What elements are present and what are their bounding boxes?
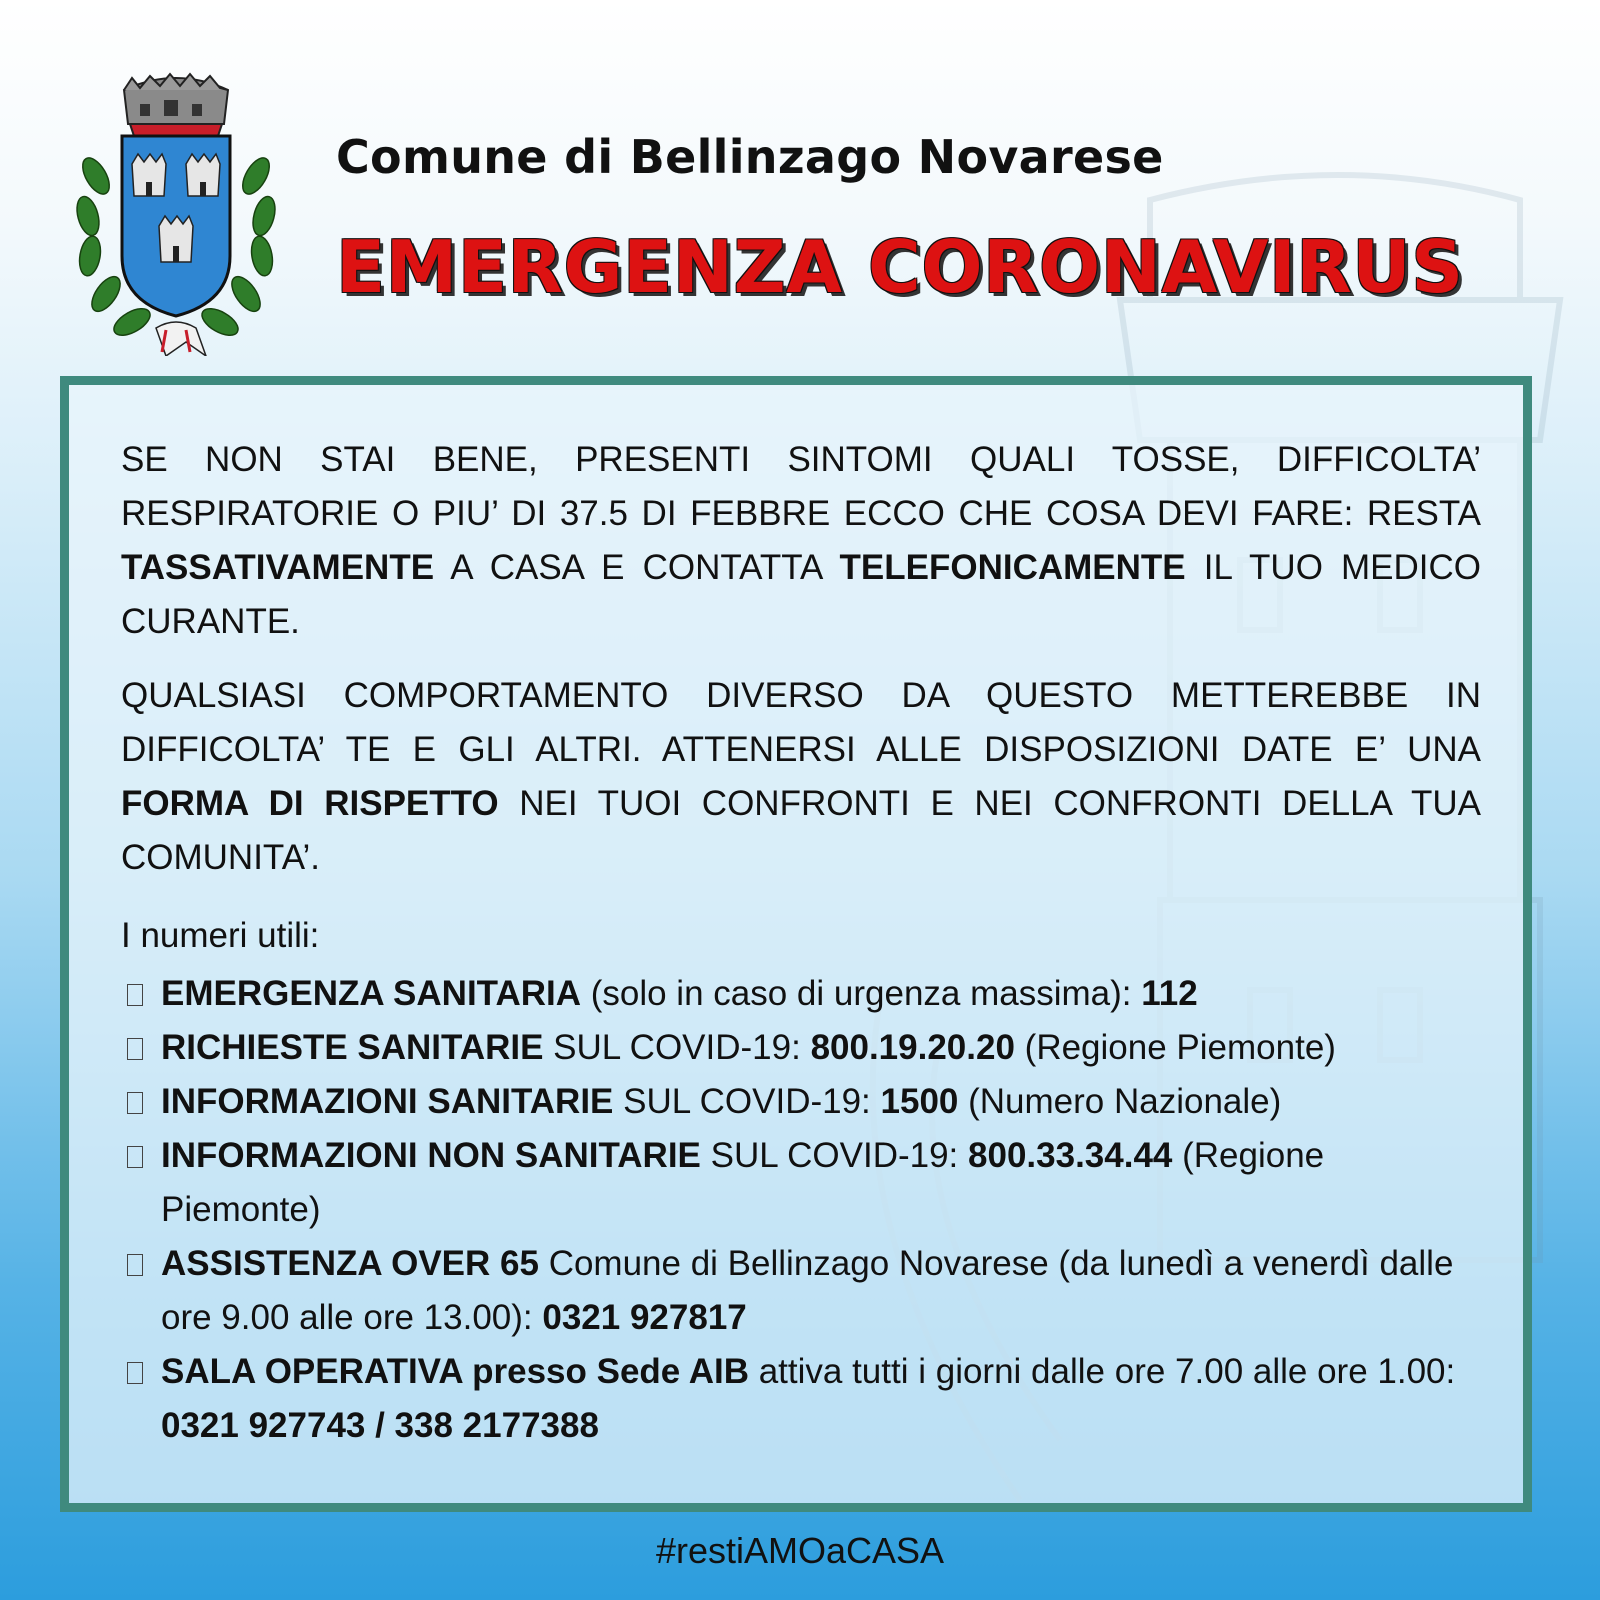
paragraph-text: A CASA E CONTATTA bbox=[434, 548, 840, 587]
paragraph-text: IL TUO MEDICO CURANTE. bbox=[121, 548, 1481, 641]
checkbox-icon bbox=[127, 984, 143, 1006]
numbers-title: I numeri utili: bbox=[121, 916, 320, 955]
shield-icon bbox=[122, 136, 230, 316]
list-item bbox=[121, 1021, 1481, 1075]
mural-crown-icon bbox=[124, 74, 228, 136]
symptoms-paragraph bbox=[121, 433, 1481, 649]
coat-of-arms-icon bbox=[66, 66, 286, 356]
emphasis-text: FORMA DI RISPETTO bbox=[121, 784, 499, 823]
number-description: attiva tutti i giorni dalle ore 7.00 alle ore 1.00: bbox=[748, 1352, 1456, 1391]
ribbon-icon bbox=[156, 322, 206, 356]
number-suffix: (Numero Nazionale) bbox=[958, 1082, 1282, 1121]
number-label: EMERGENZA SANITARIA bbox=[161, 974, 581, 1013]
number-suffix: (Regione Piemonte) bbox=[161, 1136, 1325, 1229]
list-item bbox=[121, 1237, 1481, 1345]
phone-number: 800.19.20.20 bbox=[810, 1028, 1015, 1067]
behavior-paragraph bbox=[121, 669, 1481, 885]
number-description: SUL COVID-19: bbox=[700, 1136, 969, 1175]
paragraph-text: NEI TUOI CONFRONTI E NEI CONFRONTI DELLA TUA COMUNITA’. bbox=[121, 784, 1481, 877]
headline: EMERGENZA CORONAVIRUS bbox=[336, 225, 1464, 309]
number-description: (solo in caso di urgenza massima): bbox=[581, 974, 1142, 1013]
checkbox-icon bbox=[127, 1254, 143, 1276]
municipality-name: Comune di Bellinzago Novarese bbox=[336, 130, 1164, 184]
phone-number: 1500 bbox=[880, 1082, 959, 1121]
number-description: Comune di Bellinzago Novarese (da lunedì a venerdì dalle ore 9.00 alle ore 13.00): bbox=[161, 1244, 1454, 1337]
number-label: RICHIESTE SANITARIE bbox=[161, 1028, 544, 1067]
info-box bbox=[60, 376, 1532, 1512]
checkbox-icon bbox=[127, 1092, 143, 1114]
phone-number: 112 bbox=[1141, 974, 1198, 1013]
paragraph-text: QUALSIASI COMPORTAMENTO DIVERSO DA QUESTO METTEREBBE IN DIFFICOLTA’ TE E GLI ALTRI. ATTENERSI ALLE DISPOSIZIONI DATE E’ UNA bbox=[121, 676, 1481, 769]
useful-numbers-list bbox=[121, 967, 1481, 1453]
hashtag: #restiAMOaCASA bbox=[655, 1530, 945, 1571]
phone-number: 0321 927743 / 338 2177388 bbox=[161, 1406, 599, 1445]
list-item bbox=[121, 1129, 1481, 1237]
list-item bbox=[121, 1345, 1481, 1453]
phone-number: 0321 927817 bbox=[542, 1298, 747, 1337]
checkbox-icon bbox=[127, 1146, 143, 1168]
number-label: ASSISTENZA OVER 65 bbox=[161, 1244, 539, 1283]
number-label: INFORMAZIONI NON SANITARIE bbox=[161, 1136, 701, 1175]
phone-number: 800.33.34.44 bbox=[968, 1136, 1173, 1175]
number-suffix: (Regione Piemonte) bbox=[1014, 1028, 1336, 1067]
number-description: SUL COVID-19: bbox=[613, 1082, 881, 1121]
number-label: INFORMAZIONI SANITARIE bbox=[161, 1082, 614, 1121]
checkbox-icon bbox=[127, 1038, 143, 1060]
number-description: SUL COVID-19: bbox=[543, 1028, 811, 1067]
info-box-content bbox=[121, 433, 1481, 1453]
paragraph-text: SE NON STAI BENE, PRESENTI SINTOMI QUALI TOSSE, DIFFICOLTA’ RESPIRATORIE O PIU’ DI 37.5 DI FEBBRE ECCO CHE COSA DEVI FARE: RESTA bbox=[121, 440, 1481, 533]
list-item bbox=[121, 967, 1481, 1021]
emphasis-text: TELEFONICAMENTE bbox=[839, 548, 1186, 587]
list-item bbox=[121, 1075, 1481, 1129]
emphasis-text: TASSATIVAMENTE bbox=[121, 548, 435, 587]
number-label: SALA OPERATIVA presso Sede AIB bbox=[161, 1352, 749, 1391]
checkbox-icon bbox=[127, 1362, 143, 1384]
